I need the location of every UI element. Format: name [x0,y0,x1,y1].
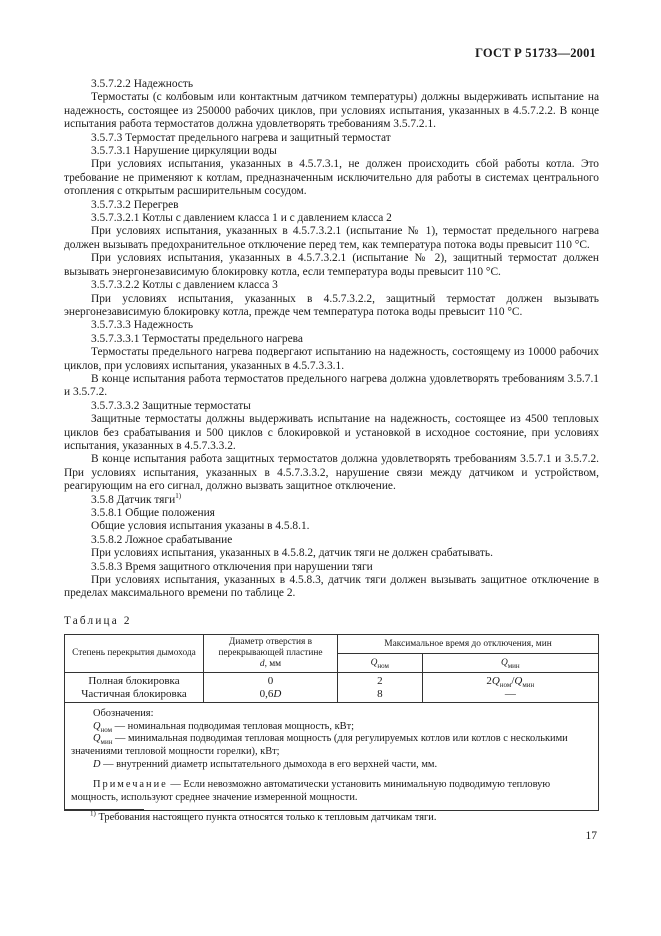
table-notes-row [65,703,599,811]
q-symbol: Q [370,657,378,668]
q-symbol: Q [514,675,523,688]
paragraph: При условиях испытания, указанных в 4.5.7.3.1, не должен происходить сбой работы котла. Это требование не применяют к котлам, предназначенным исключительно для работы в системах центрального отопления с открытым расширительным сосудом. [64,158,599,198]
diameter-value: 0,6 [259,687,274,700]
note-d [71,759,592,772]
table-header-diameter [204,635,338,673]
table-header-diameter-text: Диаметр отверстия в перекрывающей пластине [218,637,323,659]
table-header-row [65,635,599,654]
footnote-number: 1) [90,809,96,818]
paragraph: 3.5.7.3.2 Перегрев [91,198,179,211]
section-heading-draft-sensor [64,491,599,507]
d-symbol: D [93,758,101,770]
note-q-nom-text: — номинальная подводимая тепловая мощность, кВт; [112,720,355,732]
paragraph: 3.5.7.3.3.2 Защитные термостаты [91,399,251,412]
table-header-max-time: Максимальное время до отключения, мин [338,635,599,654]
document-header: ГОСТ Р 51733—2001 [475,46,596,60]
table-header-q-min [422,654,598,673]
diameter-unit: , мм [264,659,282,670]
paragraph: 3.5.7.2.2 Надежность [91,78,194,90]
paragraph: 3.5.7.3.3 Надежность [91,319,194,332]
paragraph: 3.5.7.3.3.1 Термостаты предельного нагрева [91,332,303,345]
paragraph: При условиях испытания, указанных в 4.5.7.3.2.1 (испытание № 1), термостат предельного нагрева должен вызывать предохранительное отключение перед тем, как температура потока воды превысит 110 °С. [64,225,599,251]
q-nom-sub: ном [377,661,389,670]
diameter-symbol: D [273,687,282,700]
remark-label: Примечание [93,779,168,791]
table-notes [65,703,599,811]
footnote-text: Требования настоящего пункта относятся только к тепловым датчикам тяги. [98,812,437,823]
paragraph: Общие условия испытания указаны в 4.5.8.1. [91,520,310,533]
table-header-degree: Степень перекрытия дымохода [65,635,204,673]
q-symbol: Q [93,720,101,732]
paragraph: 3.5.7.3 Термостат предельного нагрева и защитный термостат [91,131,391,144]
table-row [65,688,599,703]
table-title: Таблица 2 [64,614,132,627]
table-cell-diameter: 0 [204,673,338,688]
paragraph: Термостаты предельного нагрева подвергают испытанию на надежность, состоящему из 10000 рабочих циклов, при условиях испытания, указанных в 4.5.7.3.3.1. [64,346,599,372]
q-min-sub: мин [100,738,113,747]
paragraph: В конце испытания работа защитных термостатов должна удовлетворять требованиям 3.5.7.1 и 3.5.7.2. При условиях испытания, указанных в 4.5.7.3.3.2, нарушение связи между датчиком и устройством, реагирующим на его сигнал, должно вызвать защитное отключение. [64,453,599,493]
note-q-min [71,733,592,758]
footnote-marker: 1) [175,491,182,500]
paragraph: Защитные термостаты должны выдерживать испытание на надежность, состоящее из 4500 тепловых циклов без срабатывания и 500 циклов с блокировкой и установкой в исходное состояние, при условиях испытания, указанных в 4.5.7.3.3.2. [64,413,599,452]
note-d-text: — внутренний диаметр испытательного дымохода в его верхней части, мм. [100,758,438,770]
section-heading-text: 3.5.8 Датчик тяги [91,493,176,506]
note-q-min-text: — минимальная подводимая тепловая мощность (для регулируемых котлов или котлов с несколькими значениями тепловой мощности горелки), кВт; [71,733,568,758]
paragraph: При условиях испытания, указанных в 4.5.7.3.2.1 (испытание № 2), защитный термостат должен вызывать энергонезависимую блокировку котла, если температура воды превысит 110 °С. [64,252,599,278]
paragraph: При условиях испытания, указанных в 4.5.8.2, датчик тяги не должен срабатывать. [91,547,493,560]
table-cell-time-nom: 8 [338,688,423,703]
footnote-divider [64,809,144,810]
table-cell-time-nom: 2 [338,673,423,688]
paragraph: 3.5.7.3.2.2 Котлы с давлением класса 3 [91,279,278,292]
table-row [65,673,599,688]
paragraph: 3.5.7.3.1 Нарушение циркуляции воды [91,145,277,158]
paragraph: 3.5.8.2 Ложное срабатывание [91,533,233,546]
table-cell-time-min: $2Q_{ном}/Q_{мин}$ [422,673,598,688]
table-cell-degree: Полная блокировка [65,673,204,688]
paragraph: 3.5.8.3 Время защитного отключения при нарушении тяги [91,560,373,573]
notes-title: Обозначения: [93,708,154,720]
main-text [64,78,599,811]
paragraph: При условиях испытания, указанных в 4.5.7.3.2.2, защитный термостат должен вызывать энергонезависимую блокировку котла, прежде чем температура потока воды превысит 110 °С. [64,292,599,318]
table-header-q-nom [338,654,423,673]
page-number: 17 [585,830,597,842]
q-symbol: Q [93,733,101,745]
q-nom-sub: ном [499,681,512,690]
paragraph: 3.5.7.3.2.1 Котлы с давлением класса 1 и с давлением класса 2 [91,212,392,225]
table-remark [71,779,592,804]
diameter-symbol: d [259,659,265,670]
remark-text: — Если невозможно автоматически установить минимальную подводимую тепловую мощность, используют среднее значение измеренной мощности. [71,779,551,803]
table-cell-time-min: — [422,688,598,703]
q-symbol: Q [500,657,508,668]
footnote [90,811,436,824]
note-q-nom [71,721,592,734]
q-min-sub: мин [507,661,520,670]
paragraph: При условиях испытания, указанных в 4.5.8.3, датчик тяги должен вызывать защитное отключение в пределах максимального времени по таблице 2. [64,574,599,600]
table-cell-degree: Частичная блокировка [65,688,204,703]
table-2 [64,634,599,811]
q-nom-sub: ном [100,725,113,734]
paragraph: В конце испытания работа термостатов предельного нагрева должна удовлетворять требованиям 3.5.7.1 и 3.5.7.2. [64,372,599,399]
paragraph: Термостаты (с колбовым или контактным датчиком температуры) должны выдерживать испытание на надежность, состоящее из 250000 рабочих циклов, при условиях испытания, указанных в 4.5.7.2.2. В конце испытания работа термостатов должна удовлетворять требованиям 3.5.7.2.1. [64,91,599,131]
paragraph: 3.5.8.1 Общие положения [91,507,215,519]
table-cell-diameter [204,688,338,703]
q-symbol: Q [491,675,500,688]
ratio-coefficient: 2 [486,675,492,688]
q-min-sub: мин [522,681,535,690]
